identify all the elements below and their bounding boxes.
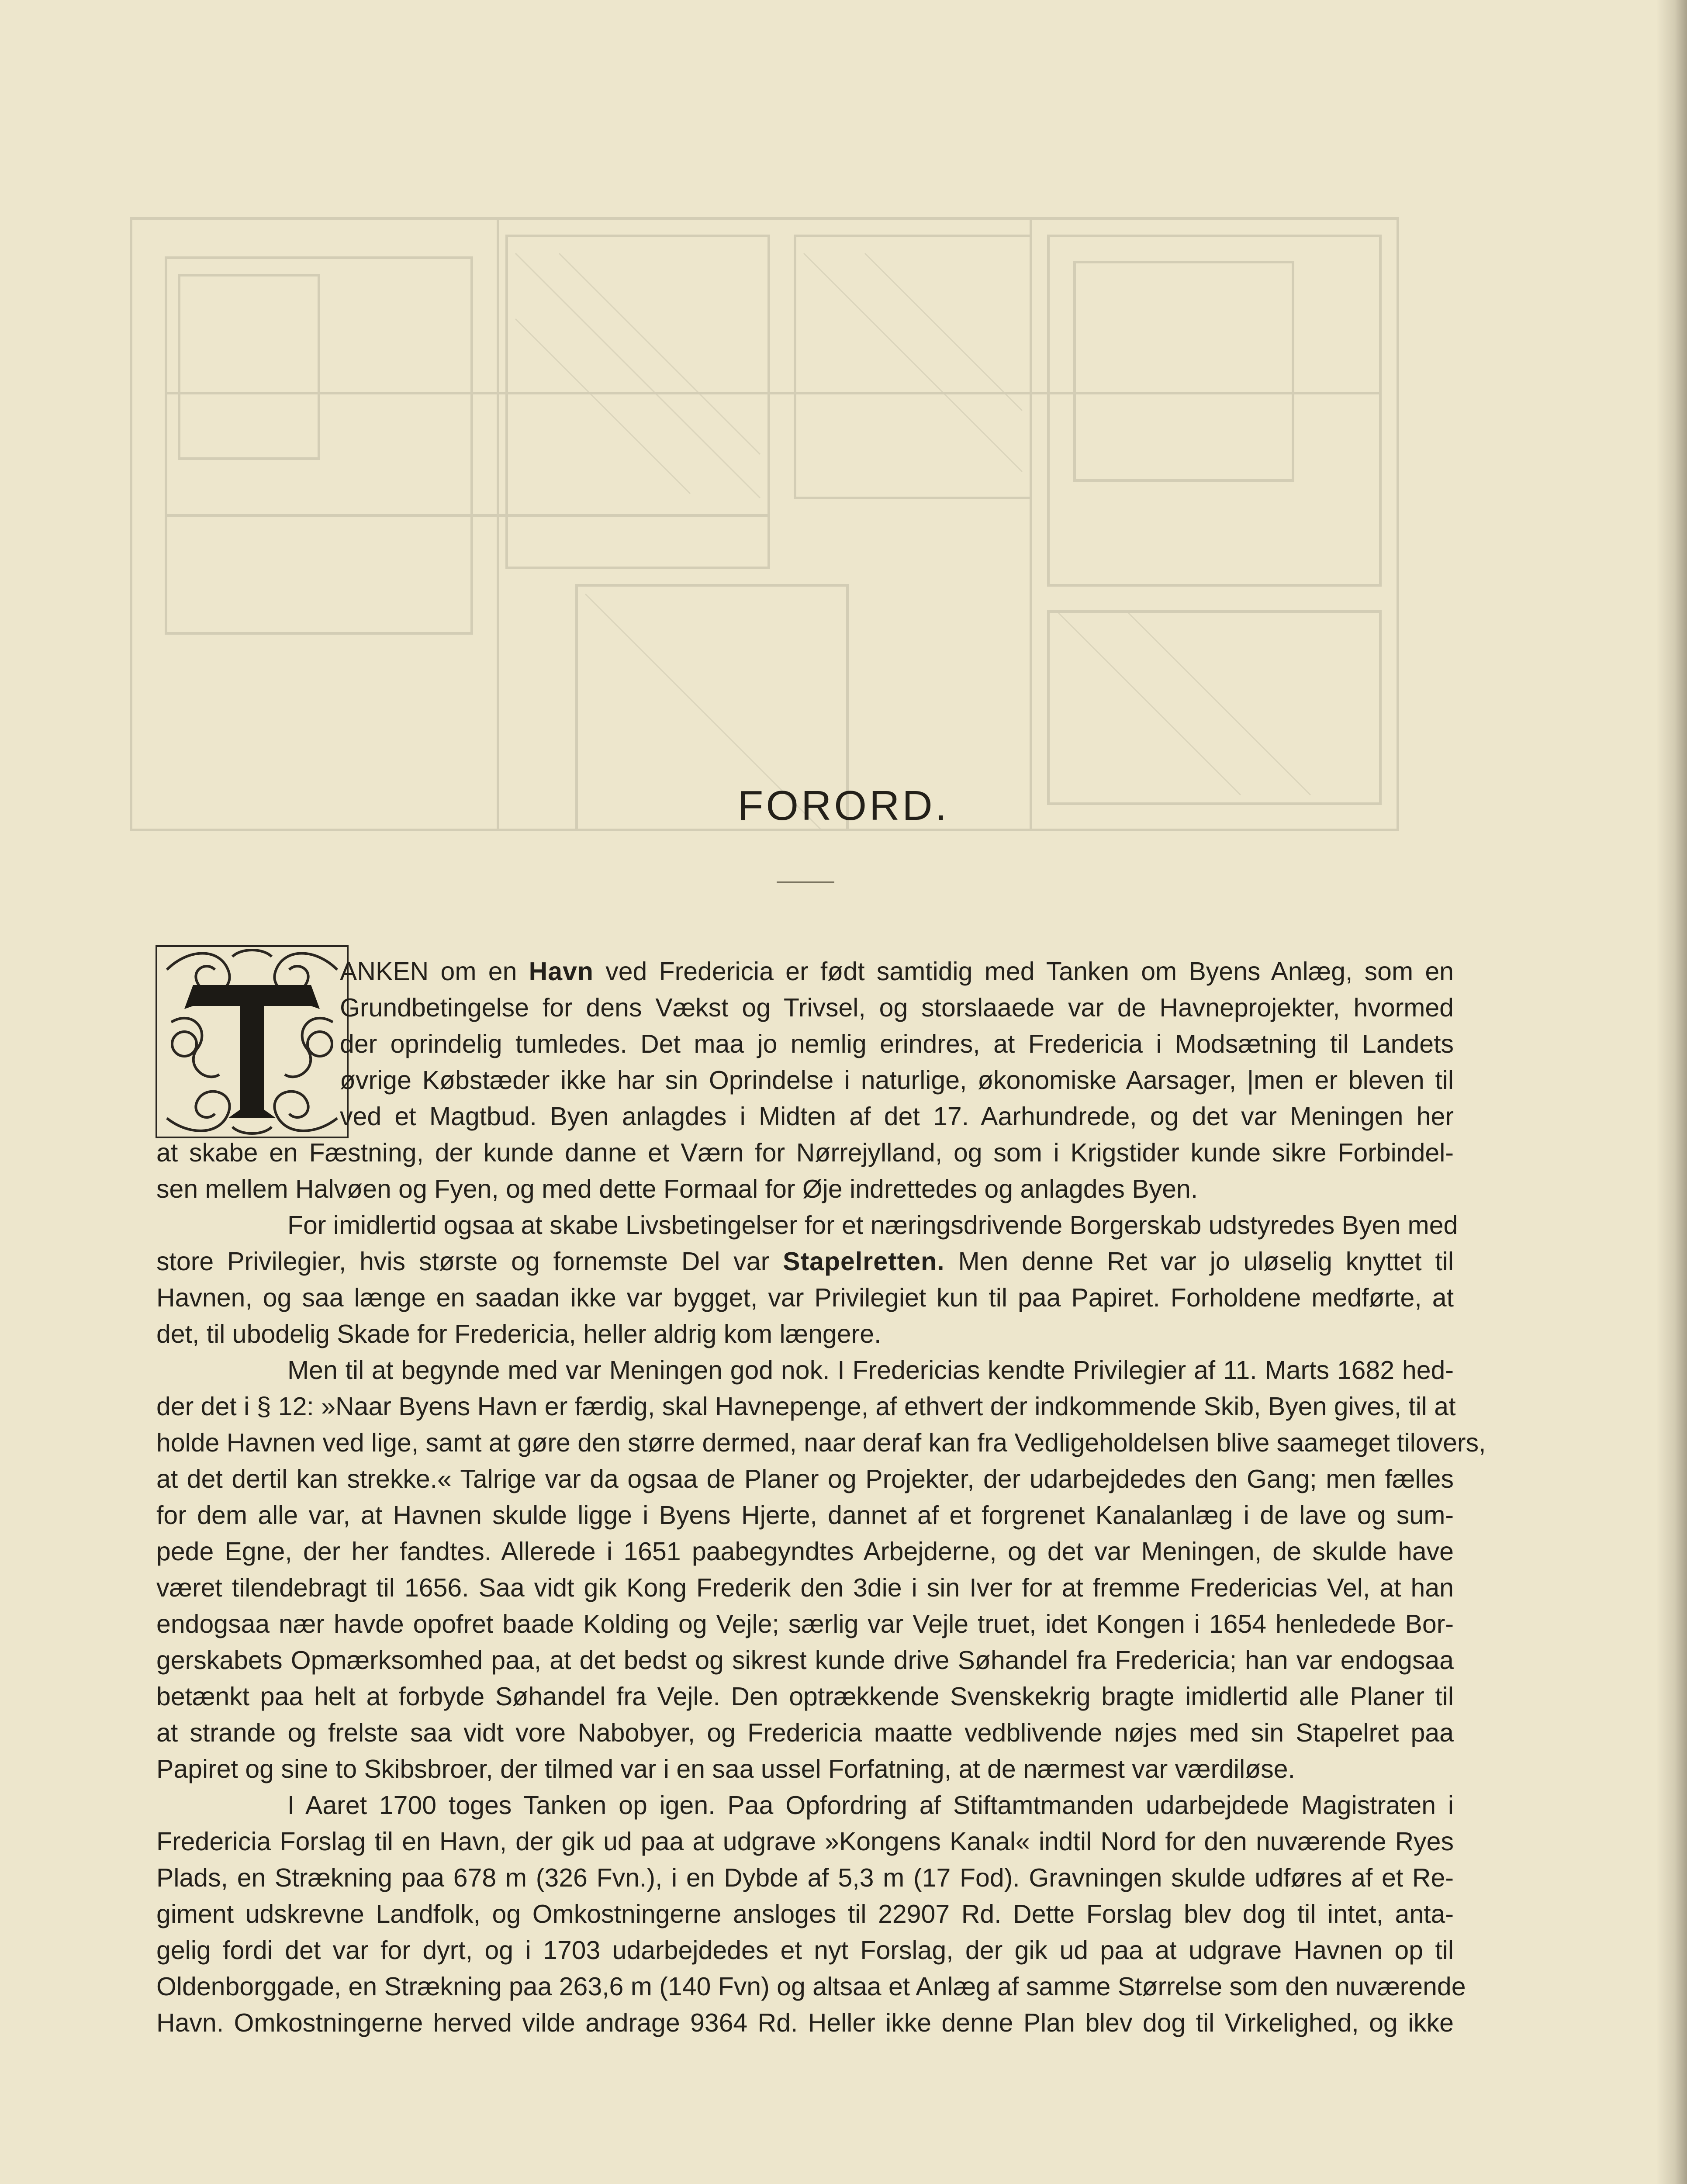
body-line: det, til ubodelig Skade for Fredericia, heller aldrig kom længere. — [156, 1320, 882, 1348]
body-line: ved et Magtbud. Byen anlagdes i Midten af det 17. Aarhundrede, og det var Meningen her — [340, 1102, 1454, 1131]
bold-term-havn: Havn — [529, 957, 594, 986]
body-line: øvrige Købstæder ikke har sin Oprindelse i naturlige, økonomiske Aarsager, |men er bleven til — [340, 1066, 1454, 1095]
body-line: Grundbetingelse for dens Vækst og Trivsel, og storslaaede var de Havneprojekter, hvormed — [340, 993, 1454, 1022]
body-line: for dem alle var, at Havnen skulde ligge i Byens Hjerte, dannet af et forgrenet Kanalanlæg i de lave og sum- — [156, 1501, 1454, 1530]
body-line: holde Havnen ved lige, samt at gøre den større dermed, naar deraf kan fra Vedligeholdelsen blive saameget tilovers, — [156, 1428, 1486, 1457]
body-line: For imidlertid ogsaa at skabe Livsbetingelser for et næringsdrivende Borgerskab udstyredes Byen med — [287, 1211, 1458, 1240]
body-line: store Privilegier, hvis største og fornemste Del var Stapelretten. Men denne Ret var jo uløselig knyttet til — [156, 1247, 1454, 1276]
body-line: der oprindelig tumledes. Det maa jo nemlig erindres, at Fredericia i Modsætning til Landets — [340, 1030, 1454, 1058]
body-line: at det dertil kan strekke.« Talrige var da ogsaa de Planer og Projekter, der udarbejdedes den Gang; men fælles — [156, 1465, 1454, 1493]
show-through-map — [122, 210, 1433, 843]
body-line: gerskabets Opmærksomhed paa, at det bedst og sikrest kunde drive Søhandel fra Fredericia; han var endogsaa — [156, 1646, 1454, 1675]
title-divider — [777, 881, 834, 883]
body-line: Fredericia Forslag til en Havn, der gik ud paa at udgrave »Kongens Kanal« indtil Nord for den nuværende Ryes — [156, 1827, 1454, 1856]
body-line: der det i § 12: »Naar Byens Havn er færdig, skal Havnepenge, af ethvert der indkommende Skib, Byen gives, til at — [156, 1392, 1456, 1421]
body-line: at strande og frelste saa vidt vore Nabobyer, og Fredericia maatte vedblivende nøjes med sin Stapelret paa — [156, 1718, 1454, 1747]
body-line: at skabe en Fæstning, der kunde danne et Værn for Nørrejylland, og som i Krigstider kunde sikre Forbindel- — [156, 1138, 1454, 1167]
body-line: Papiret og sine to Skibsbroer, der tilmed var i en saa ussel Forfatning, at de nærmest var værdiløse. — [156, 1755, 1296, 1783]
body-line: Oldenborggade, en Strækning paa 263,6 m (140 Fvn) og altsaa et Anlæg af samme Størrelse som den nuværende — [156, 1972, 1466, 2001]
bold-term-stapelretten: Stapelretten. — [783, 1247, 945, 1276]
ornamental-drop-cap — [154, 943, 350, 1140]
body-line: sen mellem Halvøen og Fyen, og med dette Formaal for Øje indrettedes og anlagdes Byen. — [156, 1175, 1198, 1203]
body-line: Men til at begynde med var Meningen god nok. I Fredericias kendte Privilegier af 11. Marts 1682 hed- — [287, 1356, 1454, 1385]
page-title: FORORD. — [737, 782, 950, 829]
page-edge-shadow — [1656, 0, 1687, 2184]
body-line: været tilendebragt til 1656. Saa vidt gik Kong Frederik den 3die i sin Iver for at fremme Fredericias Vel, at han — [156, 1573, 1454, 1602]
body-line: gelig fordi det var for dyrt, og i 1703 udarbejdedes et nyt Forslag, der gik ud paa at udgrave Havnen op til — [156, 1936, 1454, 1965]
body-line: ANKEN om en Havn ved Fredericia er født samtidig med Tanken om Byens Anlæg, som en — [340, 957, 1454, 986]
body-line: betænkt paa helt at forbyde Søhandel fra Vejle. Den optrækkende Svenskekrig bragte imidlertid alle Planer til — [156, 1682, 1454, 1711]
body-line: I Aaret 1700 toges Tanken op igen. Paa Opfordring af Stiftamtmanden udarbejdede Magistraten i — [287, 1791, 1454, 1820]
body-line: pede Egne, der her fandtes. Allerede i 1651 paabegyndtes Arbejderne, og det var Meningen, de skulde have — [156, 1537, 1454, 1566]
body-line: endogsaa nær havde opofret baade Kolding og Vejle; særlig var Vejle truet, idet Kongen i 1654 henledede Bor- — [156, 1610, 1454, 1638]
body-line: Plads, en Strækning paa 678 m (326 Fvn.), i en Dybde af 5,3 m (17 Fod). Gravningen skulde udføres af et Re- — [156, 1863, 1454, 1892]
body-line: Havn. Omkostningerne herved vilde andrage 9364 Rd. Heller ikke denne Plan blev dog til Virkelighed, og ikke — [156, 2008, 1454, 2037]
body-line: giment udskrevne Landfolk, og Omkostningerne ansloges til 22907 Rd. Dette Forslag blev dog til intet, anta- — [156, 1900, 1454, 1928]
body-line: Havnen, og saa længe en saadan ikke var bygget, var Privilegiet kun til paa Papiret. Forholdene medførte, at — [156, 1283, 1454, 1312]
